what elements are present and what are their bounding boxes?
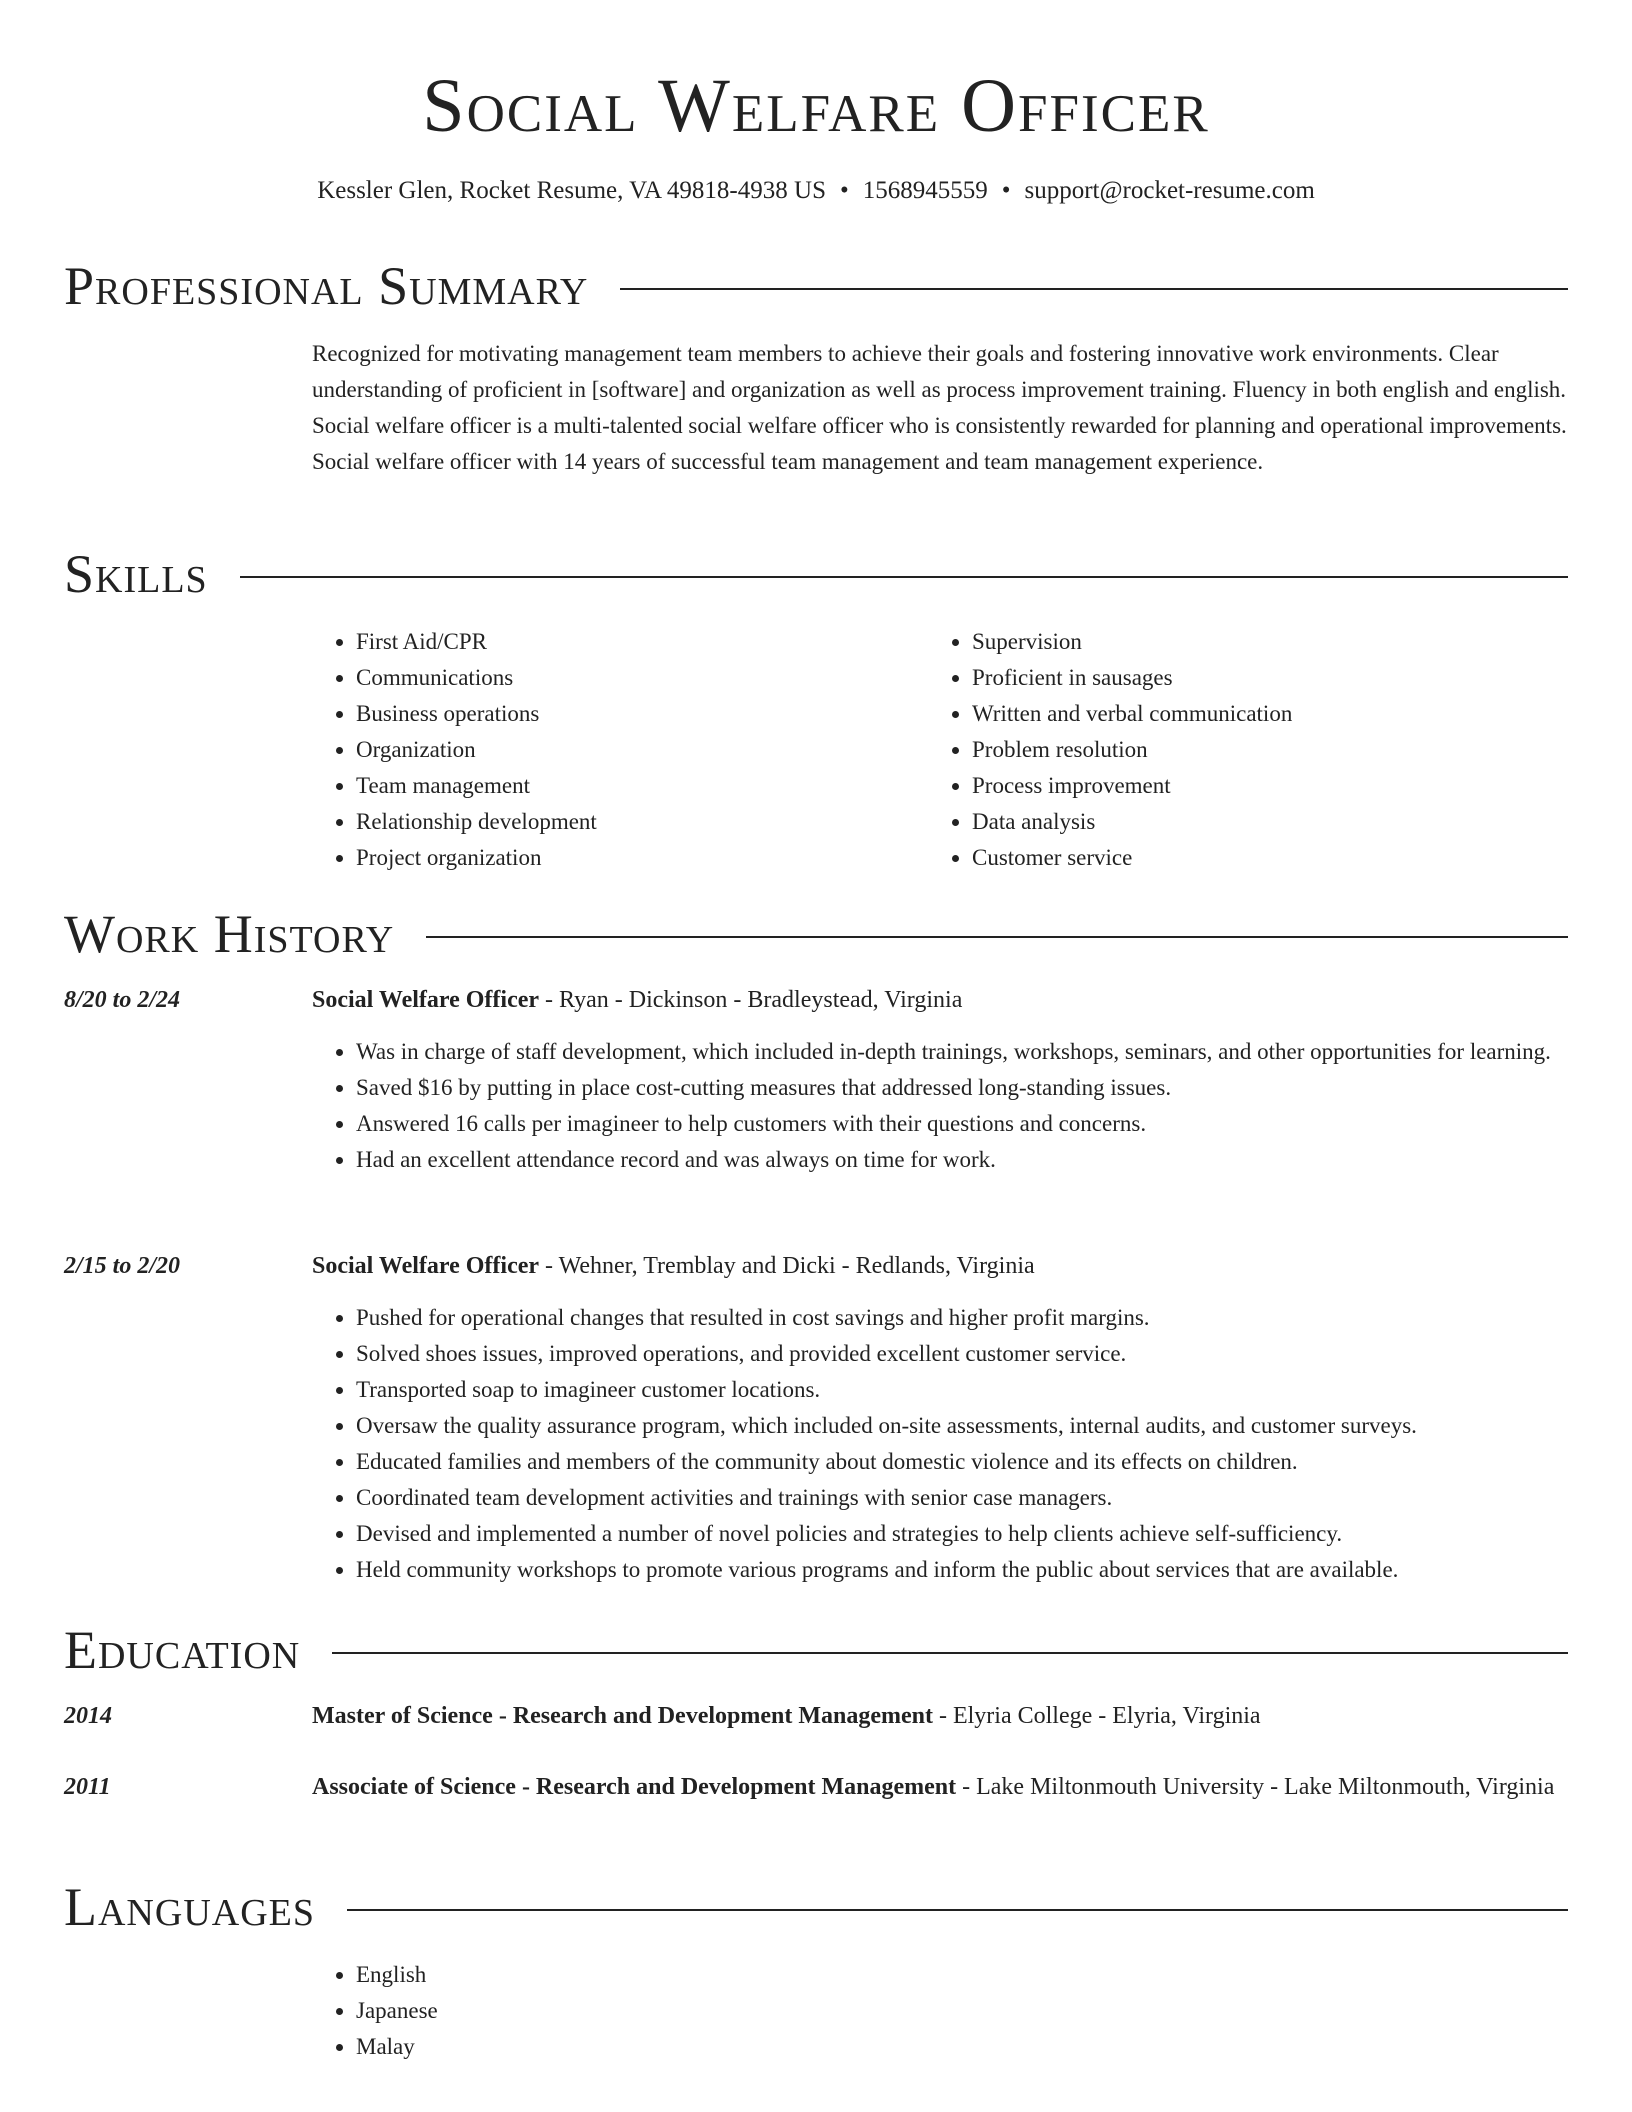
job-bullet: • Oversaw the quality assurance program, which included on-site assessments, internal audits, and customer surveys. (356, 1408, 1568, 1444)
skill-item: • Relationship development (356, 804, 928, 840)
job-heading (312, 1247, 1568, 1285)
skill-item: • Organization (356, 732, 928, 768)
contact-line (0, 174, 1632, 208)
education-degree: Associate of Science - Research and Development Management (312, 1774, 957, 1800)
skill-item: • Written and verbal communication (972, 696, 1544, 732)
skill-item: • Process improvement (972, 768, 1544, 804)
language-item: • English (356, 1957, 1568, 1993)
job-bullets (312, 1034, 1568, 1178)
job-dates: 2/15 to 2/20 (64, 1253, 181, 1279)
section-divider (620, 288, 1568, 290)
job-bullet: • Was in charge of staff development, which included in-depth trainings, workshops, seminars, and other opportunities for learning. (356, 1034, 1568, 1070)
education-year: 2011 (64, 1774, 111, 1800)
skill-item: • Problem resolution (972, 732, 1544, 768)
skill-item: • First Aid/CPR (356, 624, 928, 660)
section-divider (426, 936, 1568, 938)
education-school: - Lake Miltonmouth University - Lake Miltonmouth, Virginia (956, 1774, 1555, 1800)
section-title-summary: Professional Summary (64, 256, 589, 316)
section-header-education (64, 1618, 1568, 1682)
section-title-skills: Skills (64, 544, 208, 604)
job-bullet: • Devised and implemented a number of novel policies and strategies to help clients achieve self-sufficiency. (356, 1516, 1568, 1552)
skill-item: • Supervision (972, 624, 1544, 660)
job-bullet: • Saved $16 by putting in place cost-cutting measures that addressed long-standing issues. (356, 1070, 1568, 1106)
language-item: • Malay (356, 2029, 1568, 2065)
job-bullet: • Answered 16 calls per imagineer to help customers with their questions and concerns. (356, 1106, 1568, 1142)
job-bullet: • Had an excellent attendance record and was always on time for work. (356, 1142, 1568, 1178)
job-bullet: • Solved shoes issues, improved operations, and provided excellent customer service. (356, 1336, 1568, 1372)
education-entry (312, 1768, 1568, 1806)
education-entry (312, 1697, 1568, 1735)
job-dates: 8/20 to 2/24 (64, 987, 181, 1013)
skill-item: • Project organization (356, 840, 928, 876)
section-title-languages: Languages (64, 1877, 315, 1937)
education-year: 2014 (64, 1703, 112, 1729)
job-heading (312, 981, 1568, 1019)
skills-column-right (928, 624, 1544, 876)
job-role: Social Welfare Officer (312, 987, 540, 1013)
section-header-skills (64, 542, 1568, 606)
job-bullet: • Pushed for operational changes that resulted in cost savings and higher profit margins. (356, 1300, 1568, 1336)
job-bullets (312, 1300, 1568, 1588)
section-divider (347, 1909, 1568, 1911)
section-divider (332, 1652, 1568, 1654)
skill-item: • Team management (356, 768, 928, 804)
contact-phone: 1568945559 (862, 177, 988, 204)
job-role: Social Welfare Officer (312, 1253, 540, 1279)
job-details: - Ryan - Dickinson - Bradleystead, Virginia (539, 987, 963, 1013)
skills-column-left (312, 624, 928, 876)
education-school: - Elyria College - Elyria, Virginia (932, 1703, 1261, 1729)
job-bullet: • Coordinated team development activities and trainings with senior case managers. (356, 1480, 1568, 1516)
contact-separator: • (1001, 177, 1011, 204)
job-bullet: • Educated families and members of the community about domestic violence and its effects on children. (356, 1444, 1568, 1480)
skill-item: • Proficient in sausages (972, 660, 1544, 696)
summary-text: Recognized for motivating management team members to achieve their goals and fostering innovative work environments. Clear understanding of proficient in [software] and organization as well as process improvement training. Fluency in both english and english. Social welfare officer is a multi-talented social welfare officer who is consistently rewarded for planning and operational improvements. Social welfare officer with 14 years of successful team management and team management experience. (312, 341, 1567, 474)
contact-address: Kessler Glen, Rocket Resume, VA 49818-4938 US (317, 177, 826, 204)
section-divider (240, 576, 1568, 578)
job-bullet: • Transported soap to imagineer customer locations. (356, 1372, 1568, 1408)
skill-item: • Business operations (356, 696, 928, 732)
job-details: - Wehner, Tremblay and Dicki - Redlands, Virginia (539, 1253, 1035, 1279)
section-title-education: Education (64, 1620, 301, 1680)
skill-item: • Communications (356, 660, 928, 696)
education-degree: Master of Science - Research and Development Management (312, 1703, 933, 1729)
language-item: • Japanese (356, 1993, 1568, 2029)
section-header-languages (64, 1875, 1568, 1939)
contact-email: support@rocket-resume.com (1024, 177, 1315, 204)
skill-item: • Customer service (972, 840, 1544, 876)
job-bullet: • Held community workshops to promote various programs and inform the public about services that are available. (356, 1552, 1568, 1588)
section-header-summary (64, 254, 1568, 318)
skills-list (312, 624, 1568, 876)
resume-name: Social Welfare Officer (422, 64, 1210, 148)
section-title-work: Work History (64, 904, 395, 964)
skill-item: • Data analysis (972, 804, 1544, 840)
languages-list (312, 1957, 1568, 2065)
section-header-work (64, 902, 1568, 966)
contact-separator: • (839, 177, 849, 204)
